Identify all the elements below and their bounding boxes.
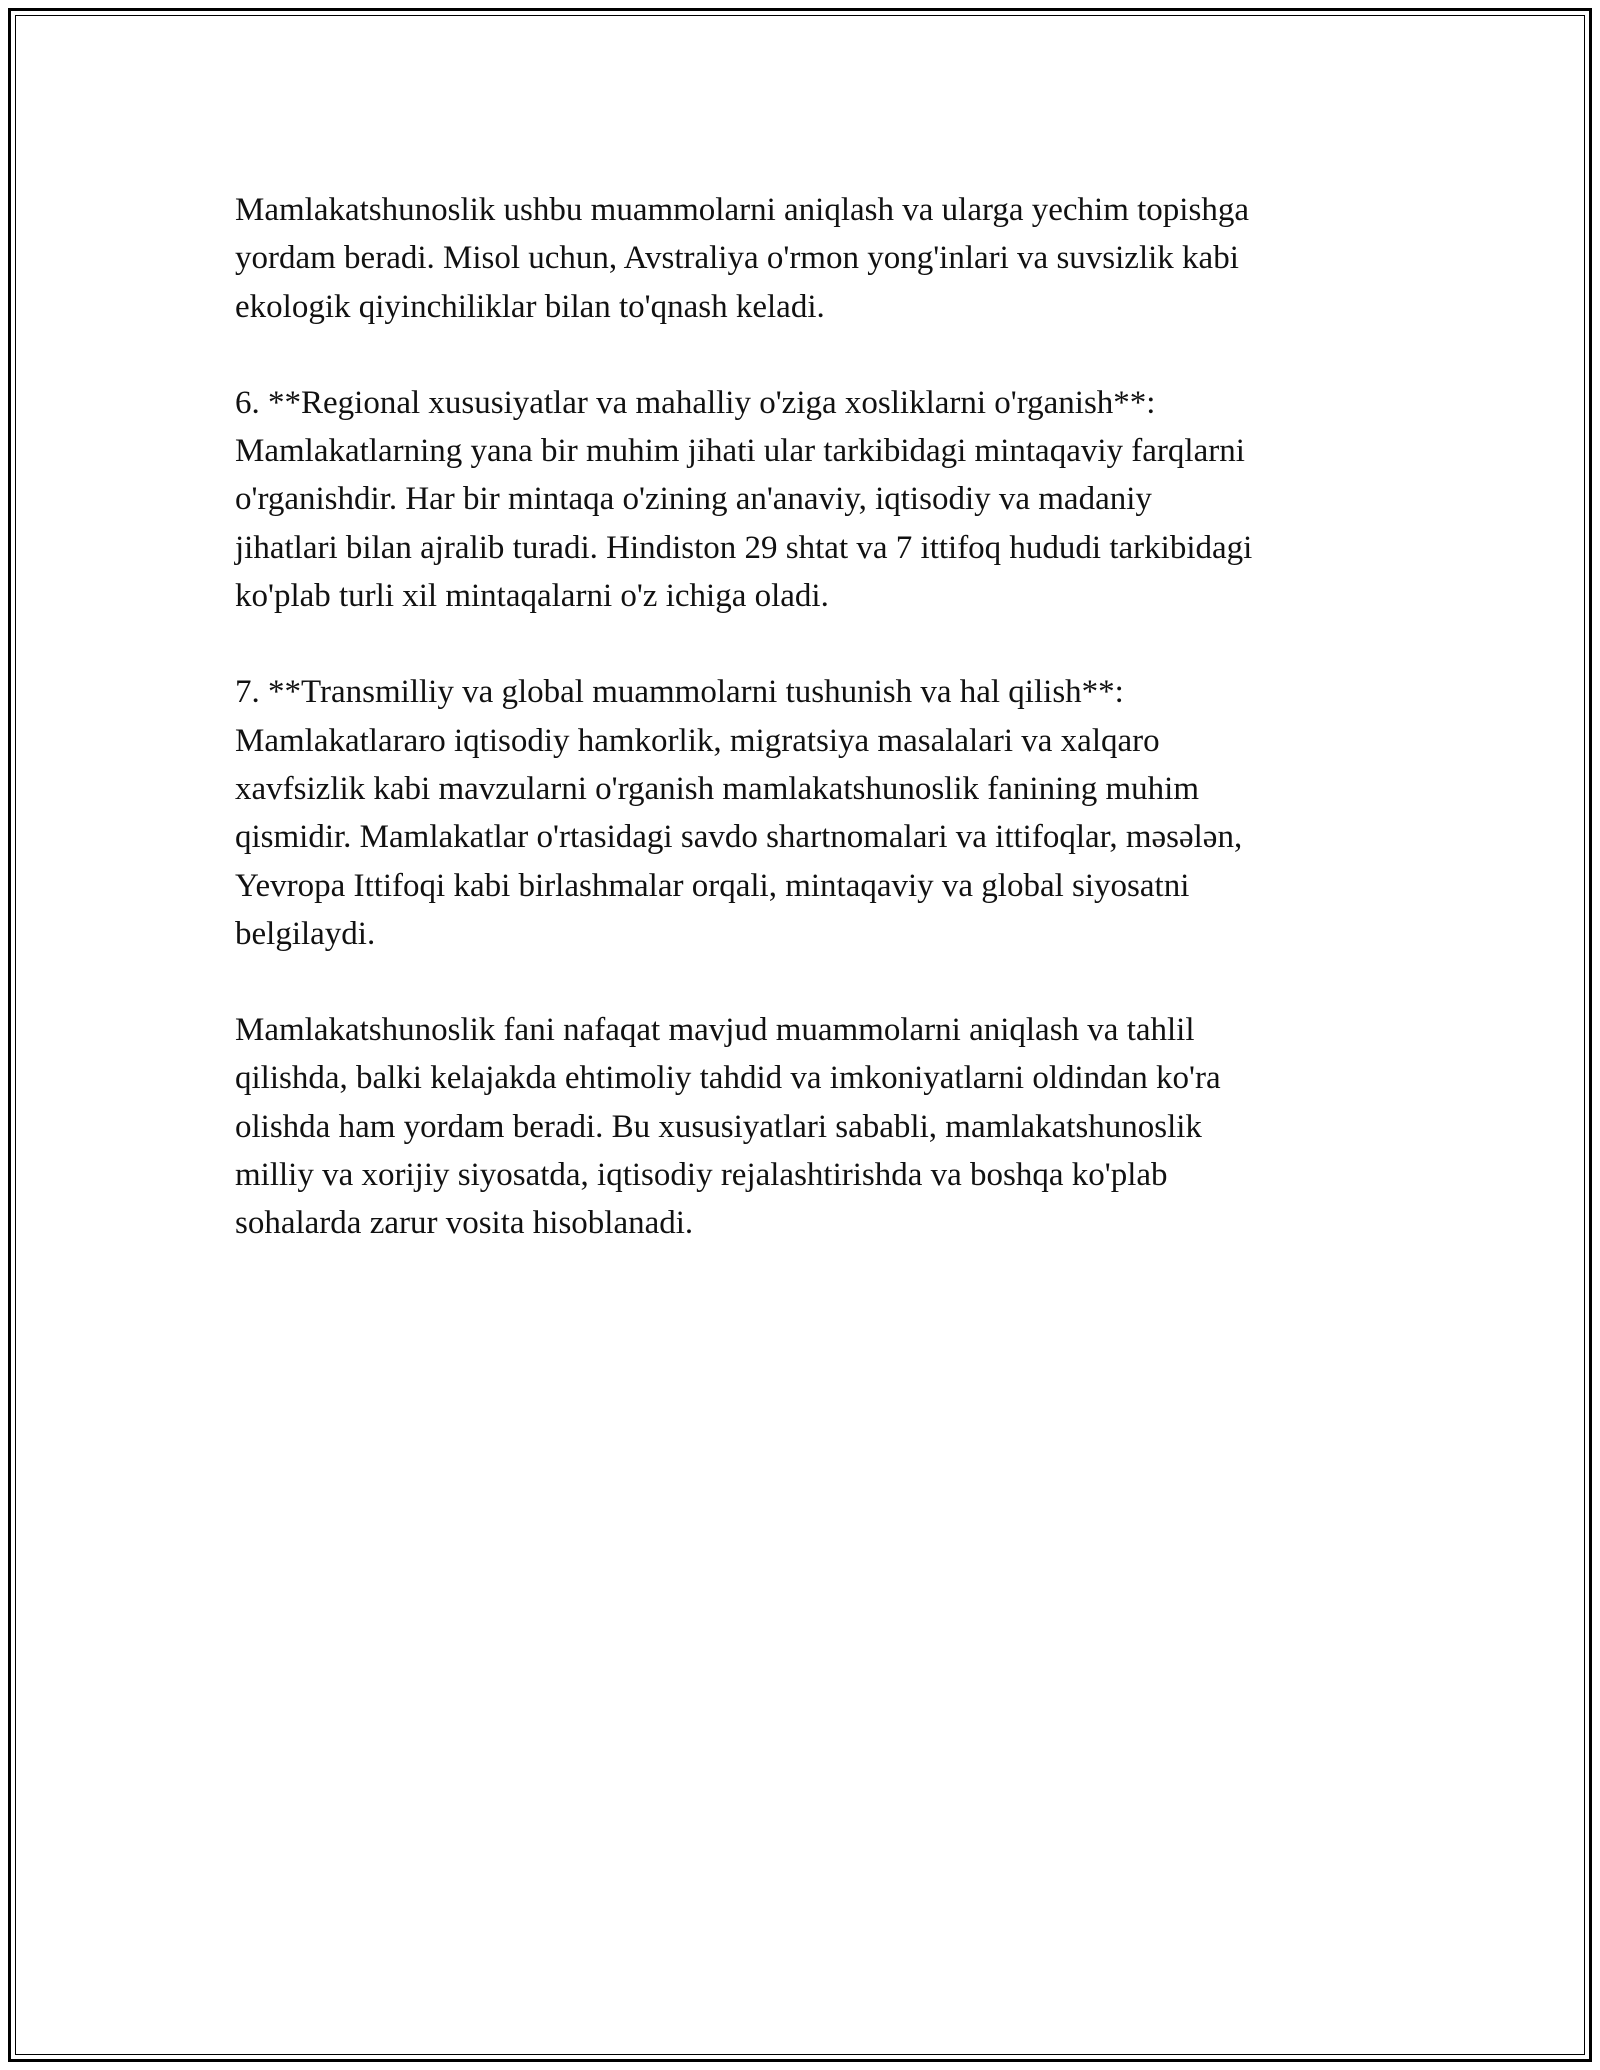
text-line: xavfsizlik kabi mavzularni o'rganish mamlakatshunoslik fanining muhim — [235, 770, 1199, 807]
text-line: ko'plab turli xil mintaqalarni o'z ichiga oladi. — [235, 578, 829, 615]
text-line: belgilaydi. — [235, 915, 376, 952]
text-line: 7. **Transmilliy va global muammolarni tushunish va hal qilish**: — [235, 674, 1124, 711]
text-line: jihatlari bilan ajralib turadi. Hindiston 29 shtat va 7 ittifoq hududi tarkibidagi — [235, 529, 1253, 566]
paragraph-intro — [235, 186, 1375, 331]
document-body — [235, 186, 1375, 1296]
text-line: qilishda, balki kelajakda ehtimoliy tahdid va imkoniyatlarni oldindan ko'ra — [235, 1060, 1221, 1097]
text-line: qismidir. Mamlakatlar o'rtasidagi savdo shartnomalari va ittifoqlar, məsələn, — [235, 819, 1243, 856]
paragraph-item-7 — [235, 668, 1375, 958]
text-line: olishda ham yordam beradi. Bu xususiyatlari sababli, mamlakatshunoslik — [235, 1108, 1202, 1145]
text-line: Mamlakatlarning yana bir muhim jihati ular tarkibidagi mintaqaviy farqlarni — [235, 433, 1245, 470]
text-line: Mamlakatshunoslik ushbu muammolarni aniqlash va ularga yechim topishga — [235, 192, 1249, 228]
paragraph-conclusion — [235, 1006, 1375, 1247]
text-line: Mamlakatshunoslik fani nafaqat mavjud muammolarni aniqlash va tahlil — [235, 1012, 1195, 1049]
text-line: sohalarda zarur vosita hisoblanadi. — [235, 1205, 694, 1242]
text-line: ekologik qiyinchiliklar bilan to'qnash keladi. — [235, 288, 825, 325]
text-line: Yevropa Ittifoqi kabi birlashmalar orqali, mintaqaviy va global siyosatni — [235, 867, 1190, 904]
text-line: o'rganishdir. Har bir mintaqa o'zining an'anaviy, iqtisodiy va madaniy — [235, 481, 1152, 518]
paragraph-item-6 — [235, 379, 1375, 620]
text-line: yordam beradi. Misol uchun, Avstraliya o'rmon yong'inlari va suvsizlik kabi — [235, 240, 1239, 277]
text-line: milliy va xorijiy siyosatda, iqtisodiy rejalashtirishda va boshqa ko'plab — [235, 1157, 1168, 1194]
text-line: Mamlakatlararo iqtisodiy hamkorlik, migratsiya masalalari va xalqaro — [235, 722, 1160, 759]
text-line: 6. **Regional xususiyatlar va mahalliy o'ziga xosliklarni o'rganish**: — [235, 384, 1156, 421]
